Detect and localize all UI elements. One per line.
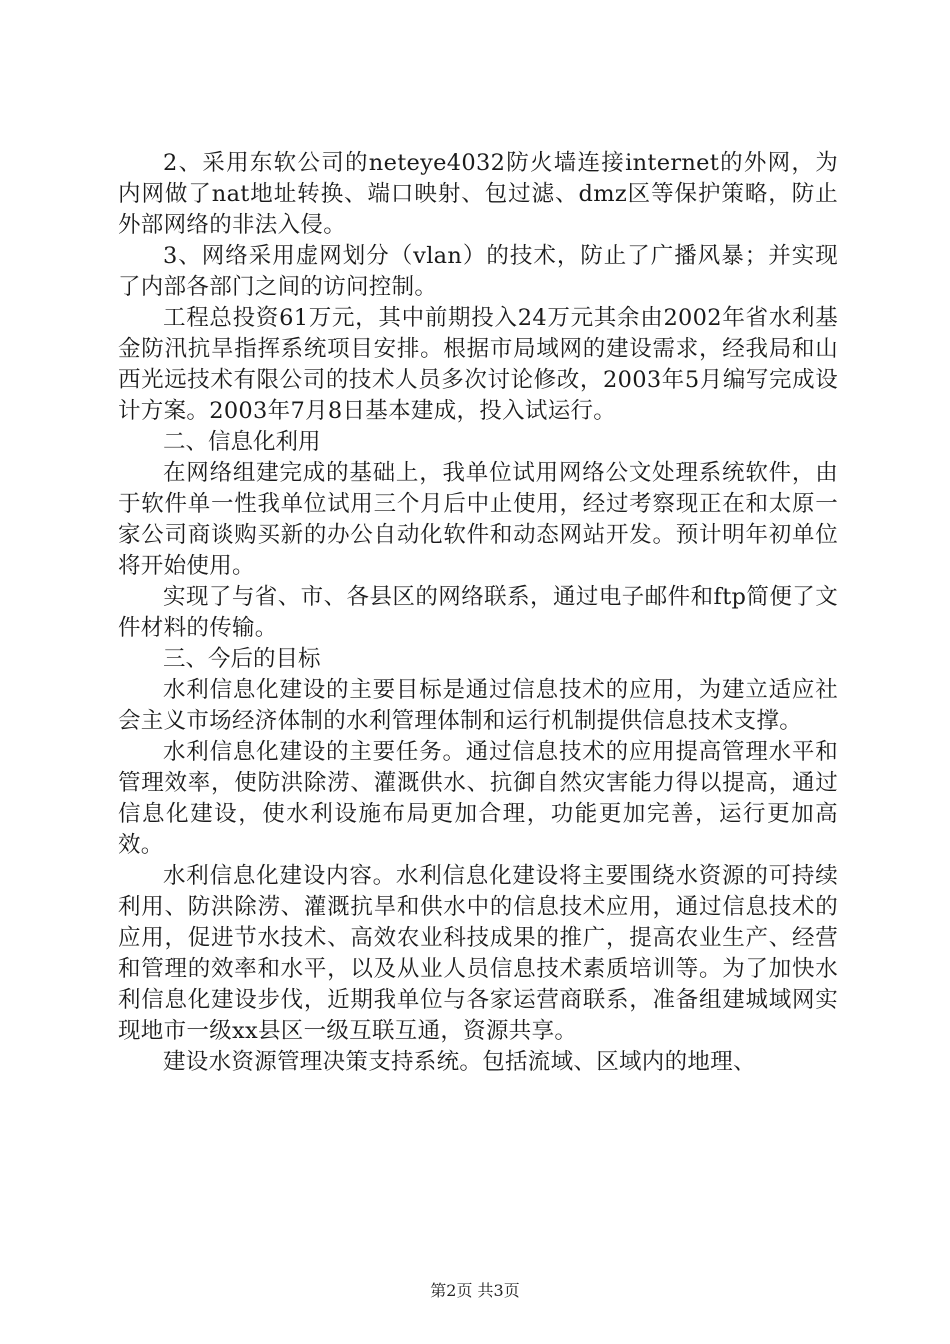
page-footer: 第2页 共3页 — [430, 1281, 520, 1300]
paragraph-vlan: 3、网络采用虚网划分（vlan）的技术，防止了广播风暴；并实现了内部各部门之间的访问控制。 — [118, 243, 838, 300]
paragraph-main-goal: 水利信息化建设的主要目标是通过信息技术的应用，为建立适应社会主义市场经济体制的水利管理体制和运行机制提供信息技术支撑。 — [118, 677, 838, 734]
paragraph-main-tasks: 水利信息化建设的主要任务。通过信息技术的应用提高管理水平和管理效率，使防洪除涝、灌溉供水、抗御自然灾害能力得以提高，通过信息化建设，使水利设施布局更加合理，功能更加完善，运行更加高效。 — [118, 739, 838, 858]
paragraph-firewall: 2、采用东软公司的neteye4032防火墙连接internet的外网，为内网做了nat地址转换、端口映射、包过滤、dmz区等保护策略，防止外部网络的非法入侵。 — [118, 150, 838, 238]
section-heading-info-use: 二、信息化利用 — [163, 429, 321, 455]
paragraph-office-software: 在网络组建完成的基础上，我单位试用网络公文处理系统软件，由于软件单一性我单位试用三个月后中止使用，经过考察现正在和太原一家公司商谈购买新的办公自动化软件和动态网站开发。预计明年初单位将开始使用。 — [118, 460, 838, 579]
paragraph-investment: 工程总投资61万元，其中前期投入24万元其余由2002年省水利基金防汛抗旱指挥系统项目安排。根据市局域网的建设需求，经我局和山西光远技术有限公司的技术人员多次讨论修改，2003年5月编写完成设计方案。2003年7月8日基本建成，投入试运行。 — [118, 305, 838, 424]
paragraph-content: 水利信息化建设内容。水利信息化建设将主要围绕水资源的可持续利用、防洪除涝、灌溉抗旱和供水中的信息技术应用，通过信息技术的应用，促进节水技术、高效农业科技成果的推广，提高农业生产、经营和管理的效率和水平，以及从业人员信息技术素质培训等。为了加快水利信息化建设步伐，近期我单位与各家运营商联系，准备组建城域网实现地市一级xx县区一级互联互通，资源共享。 — [118, 863, 838, 1044]
paragraph-network-contact: 实现了与省、市、各县区的网络联系，通过电子邮件和ftp简便了文件材料的传输。 — [118, 584, 838, 641]
document-body — [118, 148, 838, 1078]
paragraph-decision-support: 建设水资源管理决策支持系统。包括流域、区域内的地理、 — [163, 1049, 756, 1075]
section-heading-future-goals: 三、今后的目标 — [163, 646, 321, 672]
